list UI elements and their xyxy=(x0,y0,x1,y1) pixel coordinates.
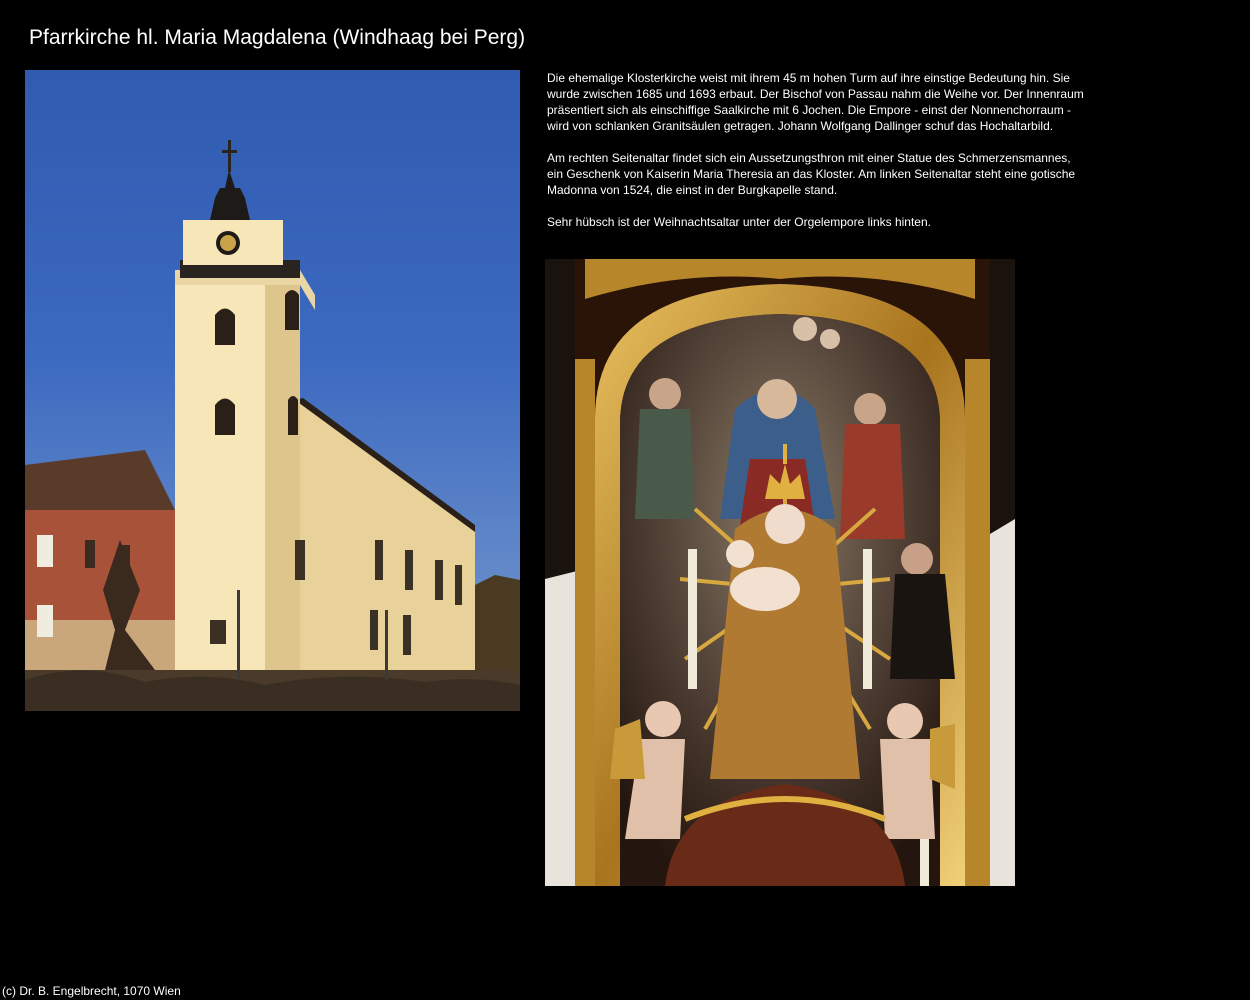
altar-photo xyxy=(545,259,1015,886)
description xyxy=(547,70,1087,246)
page-title: Pfarrkirche hl. Maria Magdalena (Windhaag bei Perg) xyxy=(29,26,526,49)
description-paragraph-2: Am rechten Seitenaltar findet sich ein Aussetzungsthron mit einer Statue des Schmerzensmannes, ein Geschenk von Kaiserin Maria Theresia an das Kloster. Am linken Seitenaltar steht eine gotische Madonna von 1524, die einst in der Burgkapelle stand. xyxy=(547,151,1076,197)
description-paragraph-1: Die ehemalige Klosterkirche weist mit ihrem 45 m hohen Turm auf ihre einstige Bedeutung hin. Sie wurde zwischen 1685 und 1693 erbaut. Der Bischof von Passau nahm die Weihe vor. Der Innenraum präsentiert sich als einschiffige Saalkirche mit 6 Jochen. Die Empore - einst der Nonnenchorraum - wird von schlanken Granitsäulen getragen. Johann Wolfgang Dallinger schuf das Hochaltarbild. xyxy=(547,71,1084,133)
altar-photo-drawing xyxy=(545,259,1015,886)
footer-copyright: (c) Dr. B. Engelbrecht, 1070 Wien xyxy=(2,984,181,998)
church-photo-drawing xyxy=(25,70,520,711)
church-photo xyxy=(25,70,520,711)
description-paragraph-3: Sehr hübsch ist der Weihnachtsaltar unter der Orgelempore links hinten. xyxy=(547,215,931,229)
